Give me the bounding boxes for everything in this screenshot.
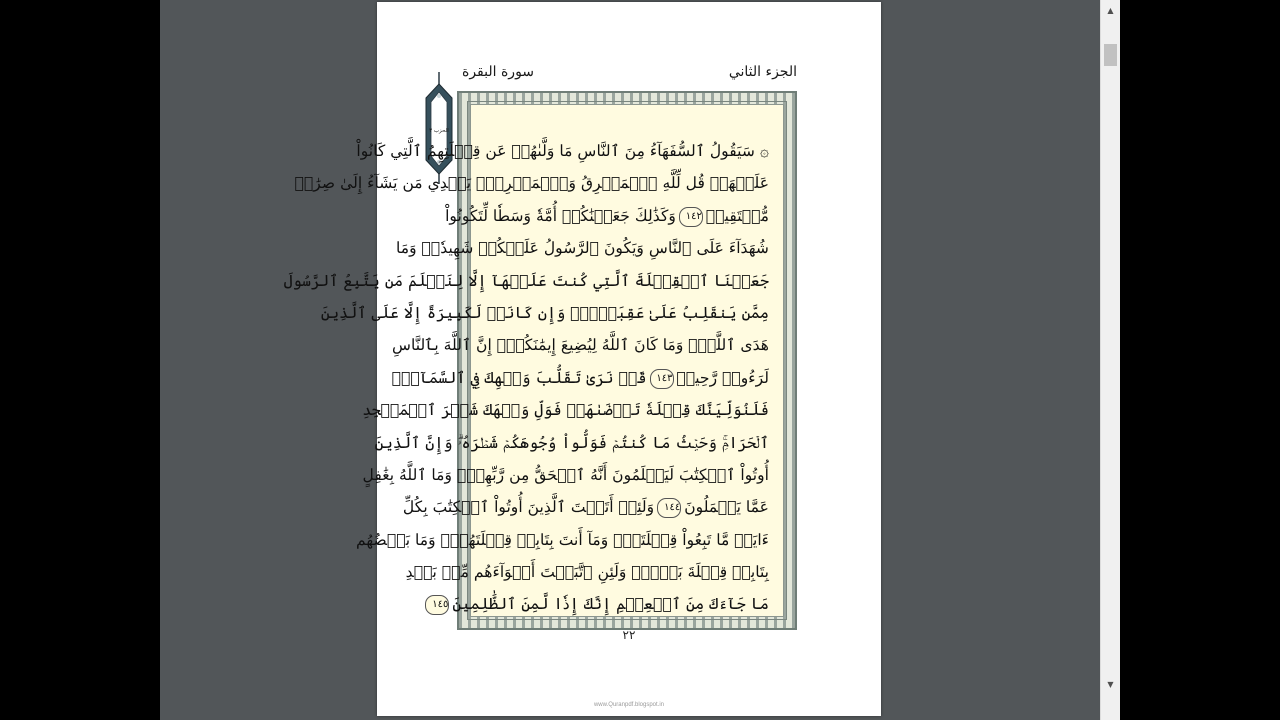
ayah-number-marker: ١٤٤ [657,498,681,518]
pdf-viewer[interactable] [160,0,1120,720]
verse-line: عَمَّا يَعۡمَلُونَ١٤٤وَلَئِنۡ أَتَيۡتَ ٱلَّذِينَ أُوتُواْ ٱلۡكِتَٰبَ بِكُلِّ [402,498,769,517]
verse-line: هَدَى ٱللَّهُۗ وَمَا كَانَ ٱللَّهُ لِيُضِيعَ إِيمَٰنَكُمۡۚ إِنَّ ٱللَّهَ بِٱلنَّاسِ [392,336,769,355]
scrollbar-thumb[interactable] [1104,44,1117,66]
ayah-number-marker: ١٤٣ [650,369,674,389]
verse-line: عَلَيۡهَاۚ قُل لِّلَّهِ ٱلۡمَشۡرِقُ وَٱلۡمَغۡرِبُۚ يَهۡدِي مَن يَشَآءُ إِلَىٰ صِرَٰطٖ [294,174,769,193]
pdf-page [283,2,881,716]
verse-line: لَرَءُوفٞ رَّحِيمٞ١٤٣قَدۡ نَرَىٰ تَقَلُّبَ وَجۡهِكَ فِي ٱلسَّمَآءِۖ [391,368,769,387]
verse-line: بِتَابِعٖ قِبۡلَةَ بَعۡضٖۚ وَلَئِنِ ٱتَّبَعۡتَ أَهۡوَآءَهُم مِّنۢ بَعۡدِ [405,563,769,582]
watermark-text: www.Quranpdf.blogspot.in [593,702,665,708]
verse-line: جَعَلۡنَا ٱلۡقِبۡلَةَ ٱلَّتِي كُنتَ عَلَيۡهَآ إِلَّا لِنَعۡلَمَ مَن يَتَّبِعُ ٱلرَّسُولَ [283,271,769,290]
verse-line: شُهَدَآءَ عَلَى ٱلنَّاسِ وَيَكُونَ ٱلرَّسُولُ عَلَيۡكُمۡ شَهِيدٗاۗ وَمَا [395,239,769,258]
hizb-marker-label: الحزب ٣ [429,128,449,134]
verse-line: مَا جَآءَكَ مِنَ ٱلۡعِلۡمِ إِنَّكَ إِذٗا لَّمِنَ ٱلظَّٰلِمِينَ١٤٥ [485,588,769,620]
page-number: ٢٢ [622,628,636,642]
ayah-number-marker: ١٤٥ [425,595,449,615]
page-header-juz: الجزء الثاني [728,64,797,80]
scroll-down-arrow-icon[interactable]: ▼ [1107,680,1114,689]
ayah-number-marker: ١٤٢ [679,207,703,227]
vertical-scrollbar[interactable] [1100,0,1120,720]
verse-line: مُّسۡتَقِيمٖ١٤٢وَكَذَٰلِكَ جَعَلۡنَٰكُمۡ أُمَّةٗ وَسَطٗا لِّتَكُونُواْ [445,206,769,225]
scroll-up-arrow-icon[interactable]: ▲ [1107,6,1114,15]
verse-line: فَلَنُوَلِّيَنَّكَ قِبۡلَةٗ تَرۡضَىٰهَاۚ فَوَلِّ وَجۡهَكَ شَطۡرَ ٱلۡمَسۡجِدِ [362,401,769,420]
verse-line: ۞ سَيَقُولُ ٱلسُّفَهَآءُ مِنَ ٱلنَّاسِ مَا وَلَّىٰهُمۡ عَن قِبۡلَتِهِمُ ٱلَّتِي كَانُواْ [356,142,769,160]
verse-line: ءَايَةٖ مَّا تَبِعُواْ قِبۡلَتَكَۚ وَمَآ أَنتَ بِتَابِعٖ قِبۡلَتَهُمۡۚ وَمَا بَعۡضُهُم [355,530,769,549]
verse-line: أُوتُواْ ٱلۡكِتَٰبَ لَيَعۡلَمُونَ أَنَّهُ ٱلۡحَقُّ مِن رَّبِّهِمۡۗ وَمَا ٱللَّهُ بِغَٰفِلٍ [362,465,769,484]
page-header-surah: سورة البقرة [462,64,535,80]
verse-line: مِمَّن يَنقَلِبُ عَلَىٰ عَقِبَيۡهِۚ وَإِن كَانَتۡ لَكَبِيرَةً إِلَّا عَلَى ٱلَّذِينَ [320,303,769,322]
verse-line: ٱلۡحَرَامِۚ وَحَيۡثُ مَا كُنتُمۡ فَوَلُّواْ وُجُوهَكُمۡ شَطۡرَهُۥۗ وَإِنَّ ٱلَّذِينَ [374,433,769,452]
